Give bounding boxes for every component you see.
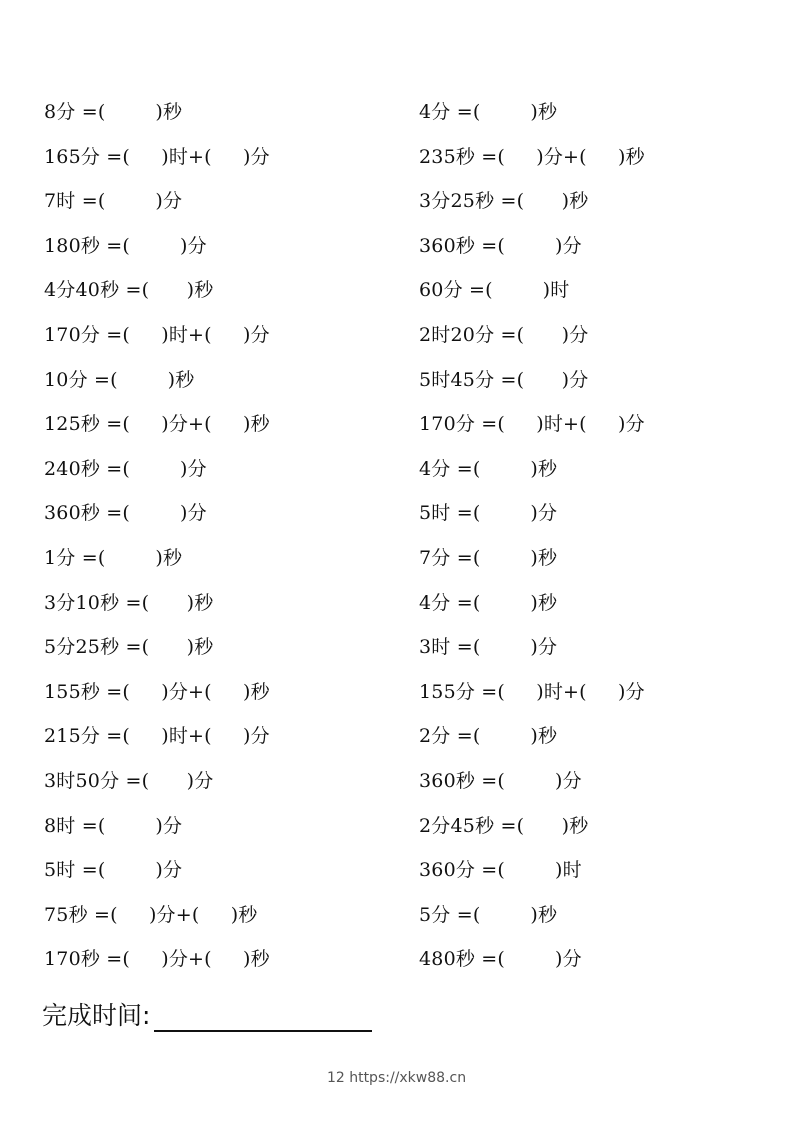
left-problem-column [44,97,270,989]
completion-time-label: 完成时间: [42,1001,151,1030]
problem-row: 75秒 =( )分+( )秒 [44,903,258,926]
problem-row: 7时 =( )分 [44,190,183,213]
problem-row: 8分 =( )秒 [44,101,183,123]
problem-row: 5时45分 =( )分 [419,368,589,391]
problem-row: 3分25秒 =( )秒 [419,190,589,213]
completion-time-blank[interactable] [154,1008,372,1032]
problem-row: 155秒 =( )分+( )秒 [44,680,270,703]
problem-row: 360秒 =( )分 [44,502,207,525]
problem-row: 360秒 =( )分 [419,234,582,257]
problem-row: 360秒 =( )分 [419,769,582,792]
problem-row: 215分 =( )时+( )分 [44,725,270,748]
problem-row: 10分 =( )秒 [44,368,195,391]
problem-row: 155分 =( )时+( )分 [419,680,645,703]
problem-row: 480秒 =( )分 [419,948,582,971]
problem-row: 4分40秒 =( )秒 [44,279,214,302]
problem-row: 5时 =( )分 [44,859,183,882]
problem-row: 165分 =( )时+( )分 [44,145,270,168]
problem-row: 2分45秒 =( )秒 [419,814,589,837]
problem-row: 4分 =( )秒 [419,101,558,123]
problem-row: 240秒 =( )分 [44,457,207,480]
problem-row: 60分 =( )时 [419,279,570,302]
problem-row: 3时 =( )分 [419,636,558,659]
problem-row: 7分 =( )秒 [419,546,558,569]
problem-row: 5分25秒 =( )秒 [44,636,214,659]
problem-row: 170分 =( )时+( )分 [44,323,270,346]
problem-row: 3时50分 =( )分 [44,769,214,792]
problem-row: 180秒 =( )分 [44,234,207,257]
problem-row: 4分 =( )秒 [419,591,558,614]
problem-row: 3分10秒 =( )秒 [44,591,214,614]
problem-row: 2分 =( )秒 [419,725,558,748]
problem-row: 5时 =( )分 [419,502,558,525]
problem-row: 2时20分 =( )分 [419,323,589,346]
problem-row: 170分 =( )时+( )分 [419,413,645,436]
right-problem-column [419,97,645,989]
problem-row: 5分 =( )秒 [419,903,558,926]
problem-row: 170秒 =( )分+( )秒 [44,948,270,971]
problem-row: 235秒 =( )分+( )秒 [419,145,645,168]
problem-row: 4分 =( )秒 [419,457,558,480]
completion-time [42,996,372,1032]
problem-row: 360分 =( )时 [419,859,582,882]
page-footer: 12 https://xkw88.cn [326,1070,467,1086]
problem-row: 125秒 =( )分+( )秒 [44,413,270,436]
problem-row: 8时 =( )分 [44,814,183,837]
problem-row: 1分 =( )秒 [44,546,183,569]
